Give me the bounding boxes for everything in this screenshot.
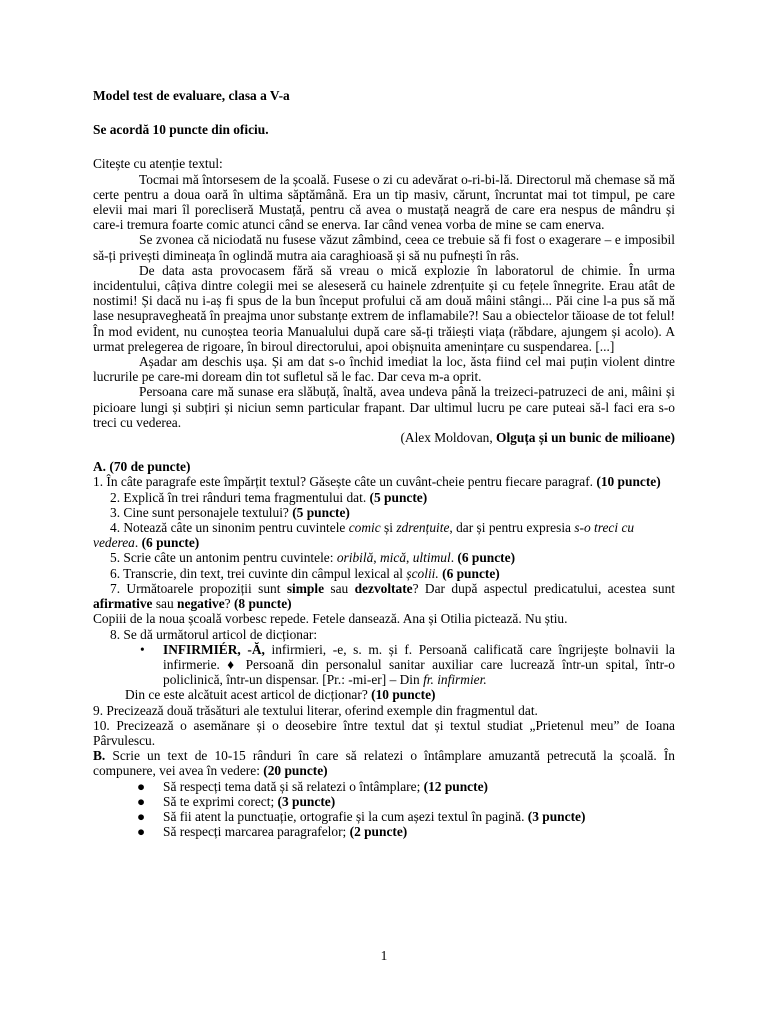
question-points: (10 puncte)	[371, 687, 436, 703]
question-points: (5 puncte)	[292, 504, 350, 520]
question-8-prompt	[93, 687, 675, 702]
question-term: ultimul	[412, 550, 451, 566]
criterion-text: Să fii atent la punctuație, ortografie și la cum așezi textul în pagină.	[163, 808, 528, 824]
dictionary-headword: INFIRMIÉR, -Ă,	[163, 641, 265, 657]
question-text: ? Dar după aspectul predicatului, acestea sunt	[412, 580, 676, 596]
question-text: , dar și pentru expresia	[449, 520, 575, 536]
round-bullet-icon: ●	[137, 824, 146, 840]
question-text: 1. În câte paragrafe este împărțit textul? Găsește câte un cuvânt-cheie pentru fiecare paragraf.	[93, 474, 597, 490]
section-b-label: B.	[93, 748, 106, 764]
list-item	[93, 794, 675, 809]
dictionary-entry	[93, 642, 675, 688]
question-term: zdrențuite	[396, 520, 450, 536]
question-term: oribilă	[336, 550, 374, 566]
reading-paragraph: De data asta provocasem fără să vreau o mică explozie în laboratorul de chimie. În urma incidentului, câțiva dintre colegii mei se aleseseră cu hainele zdrențuite și cu fețele înnegrite. Erau atât de nostimi! Și dacă nu i-aș fi spus de la bun început profului că am două mâini stângi... Păi cine l-a pus să mă lase nesupravegheată în preajma unor substanțe extrem de inflamabile?! Sau a obiectelor tăioase de tot felul! În mod evident, nu cunoștea teoria Manualului după care să-ți trăiești viața (răbdare, ajungem și acolo). A urmat prelegerea de rigoare, în biroul directorului, apoi obișnuita amenințare cu suspendarea. [...]	[93, 262, 675, 354]
question-points: (6 puncte)	[141, 535, 200, 551]
round-bullet-icon: ●	[137, 808, 146, 824]
question-text: 2. Explică în trei rânduri tema fragmentului dat.	[110, 489, 370, 505]
criterion-points: (3 puncte)	[277, 793, 336, 809]
question-term: dezvoltate	[354, 580, 413, 596]
question-term: negative	[177, 596, 225, 612]
question-text: ?	[224, 596, 234, 612]
section-b	[93, 748, 675, 778]
criterion-points: (3 puncte)	[527, 808, 586, 824]
question-text: 6. Transcrie, din text, trei cuvinte din câmpul lexical al	[110, 565, 407, 581]
reading-paragraph: Se zvonea că niciodată nu fusese văzut zâmbind, ceea ce trebuie să fi fost o exagerare – e imposibil să-ți privești dimineața în oglindă mutra aia caraghioasă și să nu pufnești în râs.	[93, 232, 675, 263]
question-points: (10 puncte)	[596, 474, 661, 490]
reading-instruction: Citește cu atenție textul:	[93, 156, 223, 172]
source-title: Olguța și un bunic de milioane)	[496, 430, 675, 446]
criterion-text: Să te exprimi corect;	[163, 793, 278, 809]
question-term: comic	[348, 520, 381, 536]
diamond-bullet-icon: •	[140, 641, 145, 657]
question-1	[93, 474, 675, 489]
question-points: (6 puncte)	[442, 565, 500, 581]
question-6	[93, 566, 675, 581]
criterion-text: Să respecți marcarea paragrafelor;	[163, 824, 350, 840]
question-10: 10. Precizează o asemănare și o deosebire între textul dat și textul studiat „Prietenul meu” de Ioana Pârvulescu.	[93, 717, 675, 748]
reading-paragraph: Tocmai mă întorsesem de la școală. Fusese o zi cu adevărat o-ri-bi-lă. Directorul mă chemase să mă certe pentru a doua oară în ultima săptămână. Era un tip masiv, cărunt, încruntat mai tot timpul, pe care elevii mai mari îl porecliseră Mustață, pentru că avea o mustață neagră de care era nespus de mândru și care-i tremura foarte comic atunci când se enerva. Iar când venea vorba de mine se cam enerva.	[93, 171, 675, 233]
round-bullet-icon: ●	[137, 793, 146, 809]
question-5	[93, 550, 675, 565]
criterion-points: (12 puncte)	[423, 778, 488, 794]
document-title: Model test de evaluare, clasa a V-a	[93, 88, 290, 103]
question-text: și	[380, 520, 397, 536]
section-b-text: Scrie un text de 10-15 rânduri în care să relatezi o întâmplare amuzantă petrecută la școală. În compunere, vei avea în vedere:	[93, 748, 675, 779]
reading-paragraph: Persoana care mă sunase era slăbuță, înaltă, avea undeva până la treizeci-patruzeci de ani, mâini și picioare lungi și subțiri și niciun semn particular frapant. Dar ultimul lucru pe care puteai să-l faci era s-o treci cu vederea.	[93, 384, 675, 430]
question-7-sentences: Copiii de la noua școală vorbesc repede. Fetele dansează. Ana și Otilia pictează. Nu știu.	[93, 611, 568, 627]
reading-text	[93, 172, 675, 446]
question-text: 7. Următoarele propoziții sunt	[110, 580, 287, 596]
question-term: simple	[286, 580, 325, 596]
question-term: afirmative	[93, 596, 153, 612]
question-8: 8. Se dă următorul articol de dicționar:	[110, 626, 318, 642]
criterion-points: (2 puncte)	[349, 824, 408, 840]
question-points: (8 puncte)	[233, 596, 292, 612]
question-term: mică	[380, 550, 407, 566]
criterion-text: Să respecți tema dată și să relatezi o întâmplare;	[163, 778, 424, 794]
question-text: 5. Scrie câte un antonim pentru cuvintele:	[110, 550, 337, 566]
question-3	[93, 505, 675, 520]
question-points: (6 puncte)	[457, 550, 516, 566]
question-term: școlii.	[406, 565, 439, 581]
list-item	[93, 824, 675, 839]
question-text: Din ce este alcătuit acest articol de dicționar?	[125, 687, 372, 703]
reading-paragraph: Așadar am deschis ușa. Și am dat s-o închid imediat la loc, ăsta fiind cel mai puțin violent dintre lucrurile pe care-mi doream din tot sufletul să le fac. Dar ceva m-a oprit.	[93, 354, 675, 385]
question-text: ,	[373, 550, 380, 566]
round-bullet-icon: ●	[137, 778, 146, 794]
question-4	[93, 520, 675, 550]
question-9: 9. Precizează două trăsături ale textului literar, oferind exemple din fragmentul dat.	[93, 702, 538, 718]
question-text: .	[134, 535, 142, 551]
text-source	[93, 430, 675, 445]
question-points: (5 puncte)	[369, 489, 428, 505]
question-text: ,	[406, 550, 413, 566]
criteria-list	[93, 779, 675, 840]
list-item	[93, 809, 675, 824]
section-b-points: (20 puncte)	[263, 763, 328, 779]
question-2	[93, 490, 675, 505]
question-text: 3. Cine sunt personajele textului?	[110, 504, 293, 520]
question-text: sau	[152, 596, 178, 612]
section-a-heading: A. (70 de puncte)	[93, 459, 191, 475]
question-text: sau	[324, 580, 355, 596]
points-note: Se acordă 10 puncte din oficiu.	[93, 122, 269, 138]
dictionary-definition: infirmieri, -e, s. m. și f. Persoană calificată care îngrijește bolnavii la infirmerie. ♦ Persoană din personalul sanitar auxiliar care lucrează într-un spital, într-o policlinică, într-un dispensar. [Pr.: -mi-er] – Din	[163, 641, 675, 688]
source-author: (Alex Moldovan,	[400, 430, 497, 446]
question-text: .	[450, 550, 458, 566]
question-term: s-o treci cu vederea	[93, 520, 635, 551]
document-body	[93, 88, 675, 839]
page-number: 1	[380, 948, 388, 963]
list-item	[93, 779, 675, 794]
dictionary-etymology: fr. infirmier.	[423, 672, 487, 688]
question-text: 4. Notează câte un sinonim pentru cuvintele	[110, 520, 349, 536]
question-7	[93, 581, 675, 611]
